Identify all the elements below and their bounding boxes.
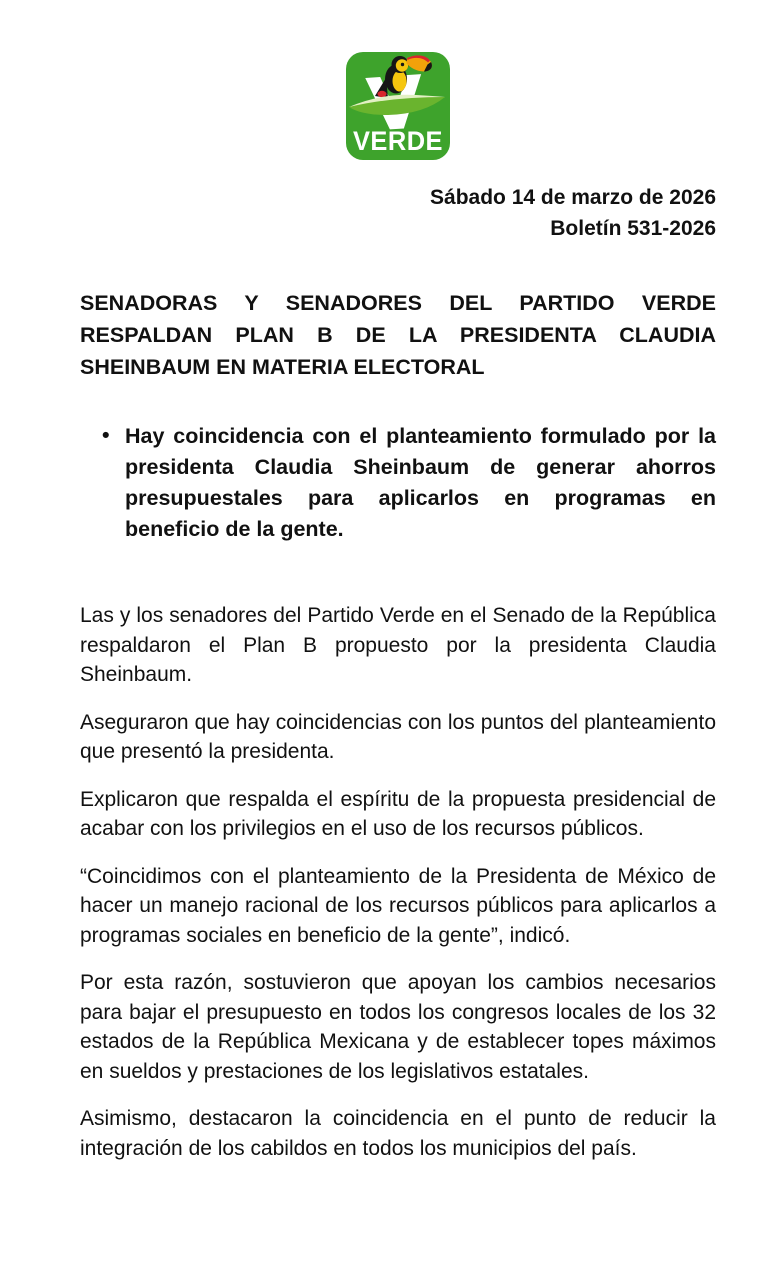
paragraph-2: Aseguraron que hay coincidencias con los puntos del planteamiento que presentó la presidenta. — [80, 710, 716, 763]
bulletin-number: Boletín 531-2026 — [550, 217, 716, 240]
paragraph-3: Explicaron que respalda el espíritu de la propuesta presidencial de acabar con los privilegios en el uso de los recursos públicos. — [80, 787, 716, 840]
paragraph-4: “Coincidimos con el planteamiento de la Presidenta de México de hacer un manejo racional de los recursos públicos para aplicarlos a programas sociales en beneficio de la gente”, indicó. — [80, 864, 716, 947]
logo-verde-text: VERDE — [353, 126, 443, 156]
paragraph-6: Asimismo, destacaron la coincidencia en el punto de reducir la integración de los cabildos en todos los municipios del país. — [80, 1107, 716, 1160]
document-content — [80, 52, 716, 1163]
date-line: Sábado 14 de marzo de 2026 — [430, 186, 716, 209]
headline: SENADORAS Y SENADORES DEL PARTIDO VERDE RESPALDAN PLAN B DE LA PRESIDENTA CLAUDIA SHEINBAUM EN MATERIA ELECTORAL — [80, 291, 716, 379]
bullet-text: Hay coincidencia con el planteamiento formulado por la presidenta Claudia Sheinbaum de generar ahorros presupuestales para aplicarlos en programas en beneficio de la gente. — [125, 424, 716, 541]
date-block — [80, 182, 716, 244]
paragraph-1: Las y los senadores del Partido Verde en el Senado de la República respaldaron el Plan B propuesto por la presidenta Claudia Sheinbaum. — [80, 604, 716, 686]
bullet-item — [80, 421, 716, 545]
paragraph-5: Por esta razón, sostuvieron que apoyan los cambios necesarios para bajar el presupuesto en todos los congresos locales de los 32 estados de la República Mexicana y de establecer topes máximos en sueldos y prestaciones de los legislativos estatales. — [80, 971, 716, 1083]
bullet-marker-icon: • — [102, 423, 110, 447]
partido-verde-logo — [346, 52, 450, 160]
summary-bullet-list — [80, 421, 716, 545]
